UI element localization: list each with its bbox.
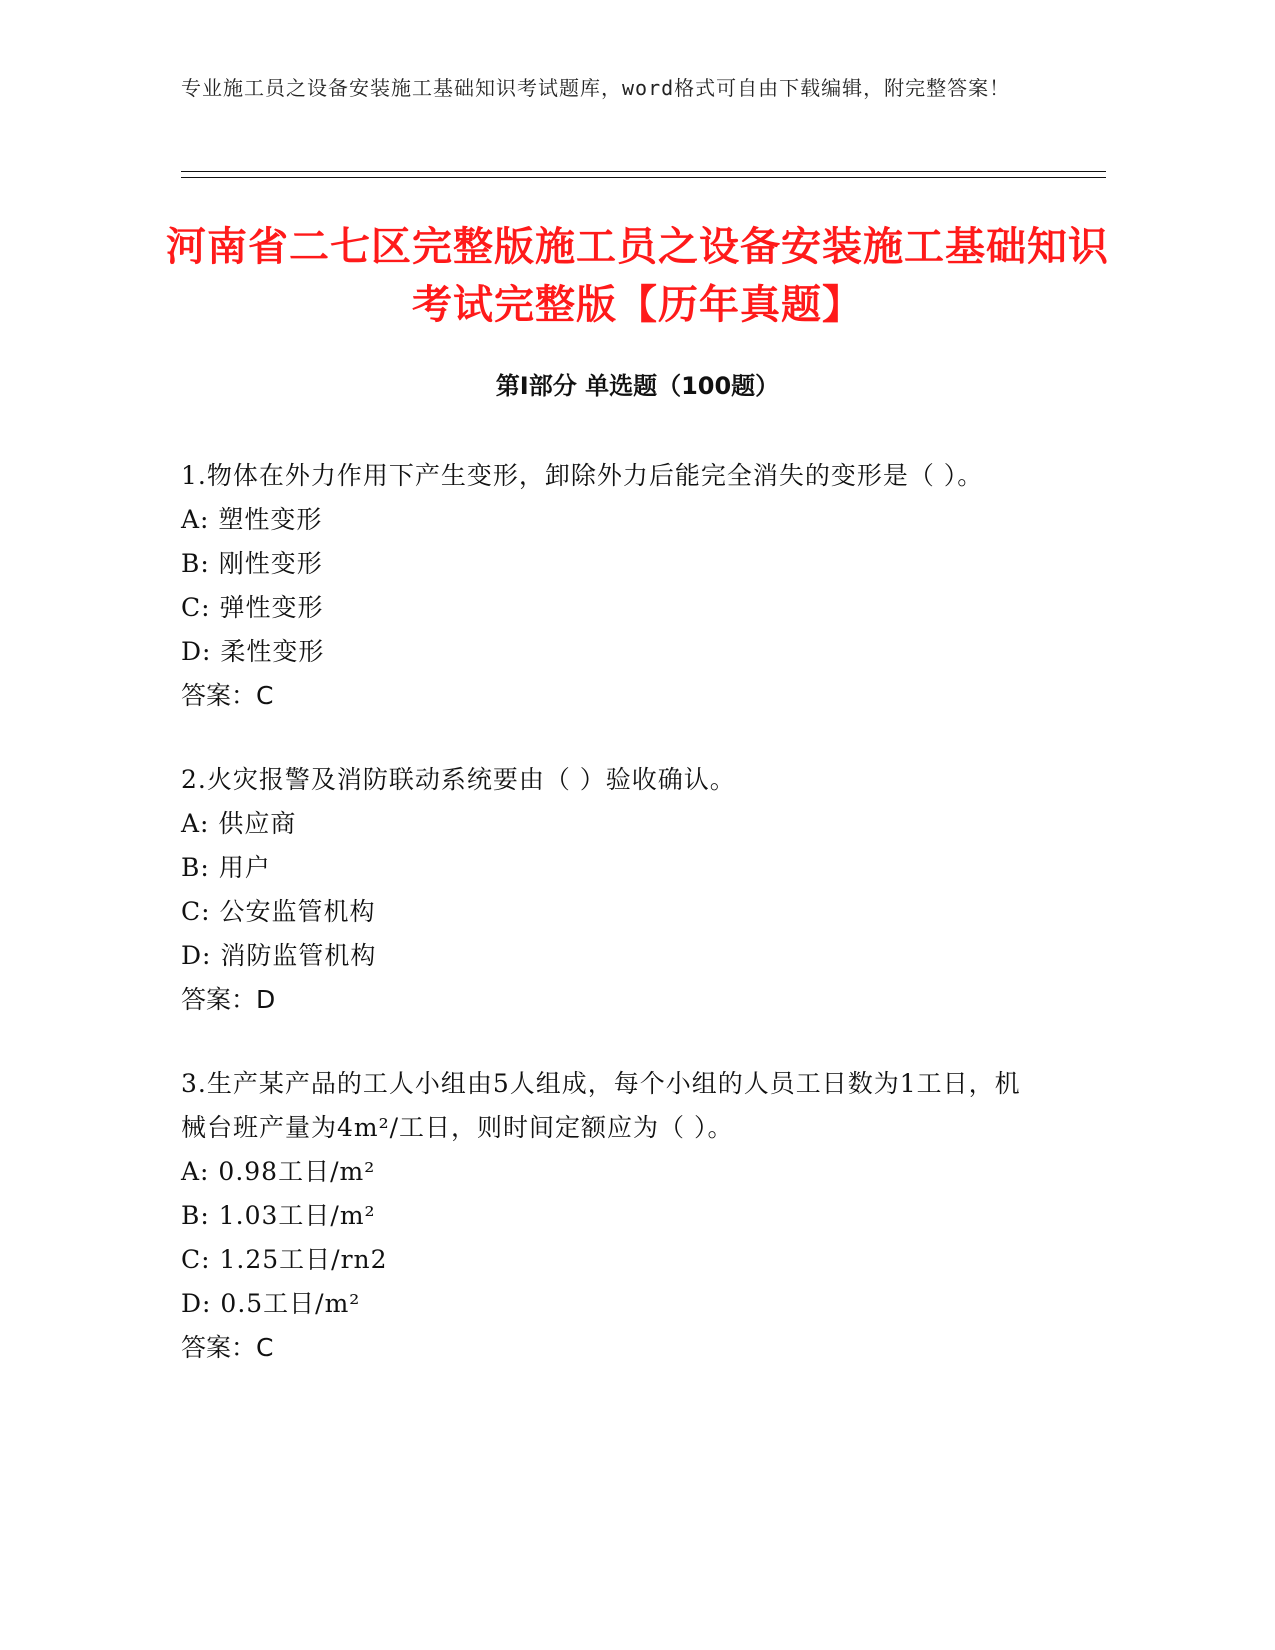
answer-line: 答案：D: [181, 985, 276, 1014]
option-c: C: 公安监管机构: [181, 897, 376, 926]
question-item: [181, 1062, 1026, 1370]
option-b: B: 1.03工日/m²: [181, 1201, 376, 1230]
option-c: C: 1.25工日/rn2: [181, 1245, 388, 1274]
option-b: B: 刚性变形: [181, 549, 323, 578]
question-item: [181, 454, 1026, 718]
option-a: A: 塑性变形: [181, 505, 323, 534]
question-stem: 3.生产某产品的工人小组由5人组成，每个小组的人员工日数为1工日，机械台班产量为4m²/工日，则时间定额应为（ ）。: [181, 1069, 1021, 1142]
answer-line: 答案：C: [181, 1333, 274, 1362]
question-stem: 2.火灾报警及消防联动系统要由（ ）验收确认。: [181, 765, 736, 794]
header-divider-top: [181, 171, 1106, 172]
question-item: [181, 758, 1026, 1022]
answer-line: 答案：C: [181, 681, 274, 710]
question-list: [181, 454, 1026, 1410]
header-divider-bottom: [181, 177, 1106, 178]
question-stem: 1.物体在外力作用下产生变形，卸除外力后能完全消失的变形是（ ）。: [181, 461, 984, 490]
option-d: D: 0.5工日/m²: [181, 1289, 361, 1318]
section-heading: 第Ⅰ部分 单选题（100题）: [495, 372, 780, 400]
option-c: C: 弹性变形: [181, 593, 324, 622]
option-a: A: 0.98工日/m²: [181, 1157, 376, 1186]
option-d: D: 柔性变形: [181, 637, 325, 666]
option-d: D: 消防监管机构: [181, 941, 377, 970]
option-b: B: 用户: [181, 853, 271, 882]
header-note: 专业施工员之设备安装施工基础知识考试题库，word格式可自由下载编辑，附完整答案！: [181, 76, 1011, 100]
document-title: 河南省二七区完整版施工员之设备安装施工基础知识考试完整版【历年真题】: [166, 224, 1109, 328]
option-a: A: 供应商: [181, 809, 297, 838]
